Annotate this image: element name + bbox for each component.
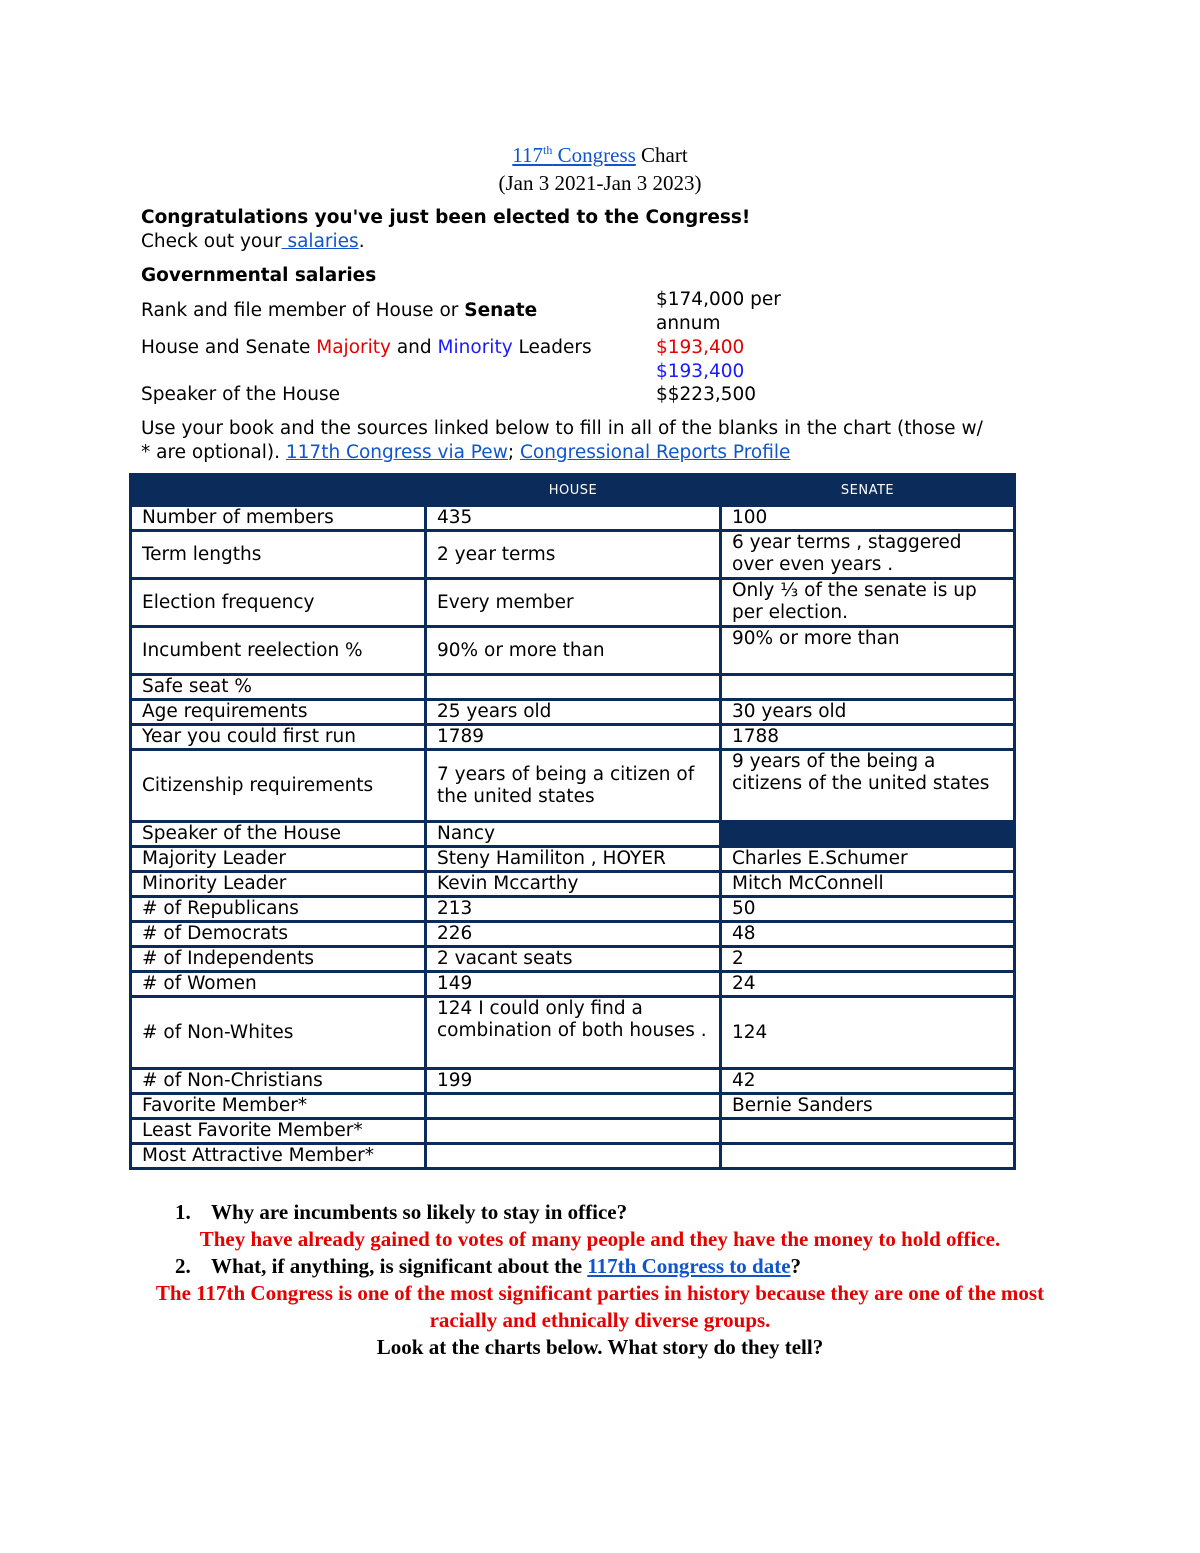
question-1: 1. Why are incumbents so likely to stay in office? [175, 1200, 628, 1224]
senate-cell: 50 [721, 897, 1015, 922]
house-cell [426, 1144, 721, 1169]
row-label: Minority Leader [131, 872, 426, 897]
header-house: HOUSE [426, 475, 721, 506]
question-2: 2. What, if anything, is significant about the 117th Congress to date? [175, 1254, 802, 1278]
table-header-row [131, 475, 1015, 506]
row-label: Incumbent reelection % [131, 627, 426, 675]
minority-salary: $193,400 [656, 361, 745, 382]
speaker-salary: $$223,500 [656, 384, 757, 405]
house-cell: Kevin Mccarthy [426, 872, 721, 897]
house-cell [426, 1094, 721, 1119]
table-row [131, 700, 1015, 725]
house-cell: 90% or more than [426, 627, 721, 675]
senate-cell: Bernie Sanders [721, 1094, 1015, 1119]
senate-cell: 9 years of the being a citizens of the united states [721, 750, 1015, 822]
check-salaries-line: Check out your salaries. [141, 231, 365, 252]
senate-cell: 30 years old [721, 700, 1015, 725]
table-row [131, 1119, 1015, 1144]
table-row [131, 847, 1015, 872]
house-cell: 226 [426, 922, 721, 947]
house-cell: Steny Hamiliton , HOYER [426, 847, 721, 872]
senate-cell [721, 675, 1015, 700]
senate-cell-shaded [721, 822, 1015, 847]
row-label: Safe seat % [131, 675, 426, 700]
row-label: # of Democrats [131, 922, 426, 947]
senate-cell: 1788 [721, 725, 1015, 750]
row-label: Year you could first run [131, 725, 426, 750]
table-row [131, 922, 1015, 947]
house-cell: Nancy [426, 822, 721, 847]
row-label: Citizenship requirements [131, 750, 426, 822]
table-row [131, 1144, 1015, 1169]
senate-cell: 6 year terms , staggered over even years . [721, 531, 1015, 579]
table-row [131, 531, 1015, 579]
senate-cell: Only ⅓ of the senate is up per election. [721, 579, 1015, 627]
leaders-label: House and Senate Majority and Minority Leaders [141, 337, 592, 358]
senate-cell: 124 [721, 997, 1015, 1069]
instructions-line-2: * are optional). 117th Congress via Pew; Congressional Reports Profile [141, 442, 791, 463]
table-row [131, 1094, 1015, 1119]
row-label: Speaker of the House [131, 822, 426, 847]
row-label: Majority Leader [131, 847, 426, 872]
row-label: # of Independents [131, 947, 426, 972]
house-cell: 7 years of being a citizen of the united states [426, 750, 721, 822]
answer-1: They have already gained to votes of many people and they have the money to hold office. [199, 1227, 1001, 1251]
majority-salary: $193,400 [656, 337, 745, 358]
house-cell [426, 675, 721, 700]
congrats-heading: Congratulations you've just been elected to the Congress! [141, 207, 751, 228]
speaker-label: Speaker of the House [141, 384, 341, 405]
row-label: # of Republicans [131, 897, 426, 922]
senate-cell [721, 1144, 1015, 1169]
salaries-heading: Governmental salaries [141, 265, 377, 286]
row-label: Most Attractive Member* [131, 1144, 426, 1169]
closing-question: Look at the charts below. What story do they tell? [376, 1335, 824, 1359]
senate-cell: Mitch McConnell [721, 872, 1015, 897]
senate-cell: 100 [721, 506, 1015, 531]
table-row [131, 947, 1015, 972]
senate-cell: 24 [721, 972, 1015, 997]
table-row [131, 822, 1015, 847]
row-label: Term lengths [131, 531, 426, 579]
table-row [131, 972, 1015, 997]
house-cell: 1789 [426, 725, 721, 750]
row-label: # of Women [131, 972, 426, 997]
table-row [131, 872, 1015, 897]
crp-link[interactable]: Congressional Reports Profile [519, 442, 791, 463]
header-label [131, 475, 426, 506]
house-cell: 199 [426, 1069, 721, 1094]
header-senate: SENATE [721, 475, 1015, 506]
senate-cell: 90% or more than [721, 627, 1015, 675]
row-label: # of Non-Whites [131, 997, 426, 1069]
house-cell: 2 vacant seats [426, 947, 721, 972]
senate-cell: 48 [721, 922, 1015, 947]
house-cell [426, 1119, 721, 1144]
house-cell: 2 year terms [426, 531, 721, 579]
senate-cell: Charles E.Schumer [721, 847, 1015, 872]
table-row [131, 579, 1015, 627]
congress-table [129, 473, 1016, 1170]
house-cell: 213 [426, 897, 721, 922]
table-row [131, 750, 1015, 822]
senate-cell: 2 [721, 947, 1015, 972]
rank-value-1: $174,000 per [656, 289, 781, 310]
table-row [131, 675, 1015, 700]
row-label: # of Non-Christians [131, 1069, 426, 1094]
table-row [131, 1069, 1015, 1094]
table-row [131, 506, 1015, 531]
row-label: Favorite Member* [131, 1094, 426, 1119]
house-cell: 124 I could only find a combination of both houses . [426, 997, 721, 1069]
row-label: Age requirements [131, 700, 426, 725]
house-cell: 149 [426, 972, 721, 997]
answer-2: The 117th Congress is one of the most significant parties in history because they are one of the most racially and ethnically diverse groups. [155, 1281, 1045, 1332]
table-row [131, 627, 1015, 675]
senate-cell [721, 1119, 1015, 1144]
rank-label: Rank and file member of House or Senate [141, 300, 538, 321]
house-cell: Every member [426, 579, 721, 627]
page-title: 117th Congress Chart [512, 143, 688, 167]
house-cell: 435 [426, 506, 721, 531]
congress-link[interactable]: 117th Congress [512, 143, 636, 167]
row-label: Election frequency [131, 579, 426, 627]
row-label: Least Favorite Member* [131, 1119, 426, 1144]
congress-to-date-link[interactable]: 117th Congress to date [587, 1254, 791, 1278]
salaries-link[interactable]: salaries [281, 231, 359, 252]
house-cell: 25 years old [426, 700, 721, 725]
rank-value-2: annum [656, 313, 721, 334]
senate-cell: 42 [721, 1069, 1015, 1094]
row-label: Number of members [131, 506, 426, 531]
pew-link[interactable]: 117th Congress via Pew [285, 442, 508, 463]
table-row [131, 897, 1015, 922]
table-row [131, 997, 1015, 1069]
table-row [131, 725, 1015, 750]
instructions-line-1: Use your book and the sources linked below to fill in all of the blanks in the chart (those w/ [141, 418, 983, 439]
date-range: (Jan 3 2021-Jan 3 2023) [498, 171, 702, 195]
